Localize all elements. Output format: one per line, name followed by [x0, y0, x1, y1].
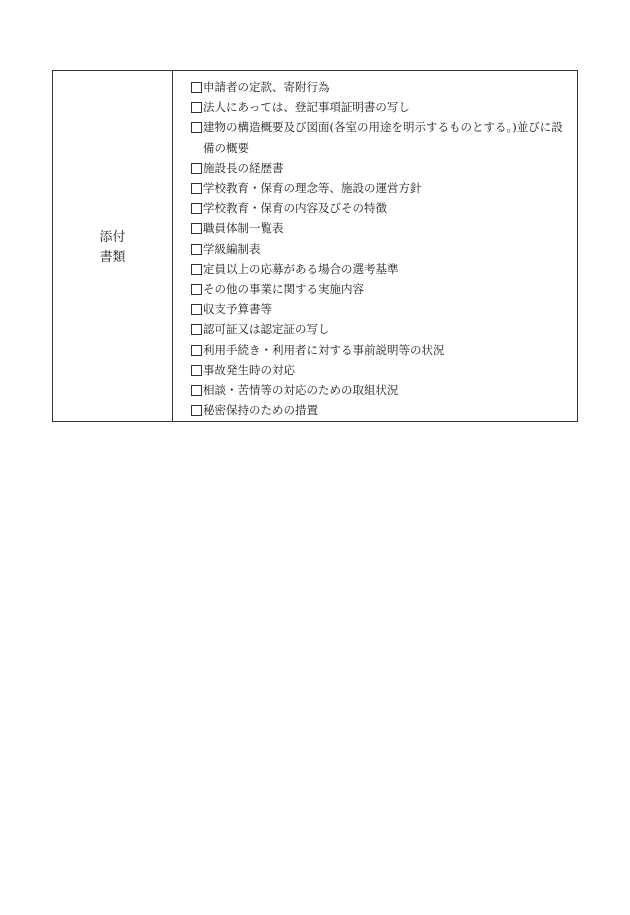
- checklist-item-label: 認可証又は認定証の写し: [203, 322, 330, 337]
- checklist-item-label: 事故発生時の対応: [203, 362, 295, 377]
- checkbox-icon[interactable]: [191, 264, 202, 275]
- checkbox-icon[interactable]: [191, 345, 202, 356]
- checklist-item-label: その他の事業に関する実施内容: [203, 282, 364, 297]
- attachments-table: [52, 70, 578, 422]
- checklist-item-label: 学校教育・保育の理念等、施設の運営方針: [203, 181, 422, 196]
- checklist-item: [191, 259, 569, 279]
- section-label-line2: 書類: [99, 250, 126, 265]
- checklist-item: [191, 279, 569, 299]
- checklist-item-label: 学校教育・保育の内容及びその特徴: [203, 201, 387, 216]
- checklist-item: [191, 360, 569, 380]
- checklist-item-label: 収支予算書等: [203, 302, 272, 317]
- checklist-item: [191, 178, 569, 198]
- checklist-item: [191, 158, 569, 178]
- checkbox-icon[interactable]: [191, 163, 202, 174]
- checkbox-icon[interactable]: [191, 244, 202, 255]
- checklist-item-label: 職員体制一覧表: [203, 221, 284, 236]
- checklist-item-label: 秘密保持のための措置: [203, 403, 318, 418]
- checklist-item: [191, 299, 569, 319]
- checkbox-icon[interactable]: [191, 82, 202, 93]
- checklist-item-label: 相談・苦情等の対応のための取組状況: [203, 383, 399, 398]
- checkbox-icon[interactable]: [191, 324, 202, 335]
- checklist: [173, 71, 577, 421]
- checkbox-icon[interactable]: [191, 102, 202, 113]
- checklist-item: [191, 198, 569, 218]
- checklist-item-label: 利用手続き・利用者に対する事前説明等の状況: [203, 342, 445, 357]
- checkbox-icon[interactable]: [191, 223, 202, 234]
- checkbox-icon[interactable]: [191, 304, 202, 315]
- checkbox-icon[interactable]: [191, 365, 202, 376]
- checkbox-icon[interactable]: [191, 284, 202, 295]
- checklist-item: [191, 380, 569, 400]
- checkbox-icon[interactable]: [191, 203, 202, 214]
- checklist-item: [191, 319, 569, 339]
- checklist-item-label: 法人にあっては、登記事項証明書の写し: [203, 100, 410, 115]
- checklist-item-label: 施設長の経歴書: [203, 160, 284, 175]
- checklist-item-label: 建物の構造概要及び図面(各室の用途を明示するものとする。)並びに設備の概要: [203, 120, 563, 155]
- checklist-item: [191, 97, 569, 117]
- checklist-item: [191, 400, 569, 420]
- checklist-item-label: 申請者の定款、寄附行為: [203, 80, 330, 94]
- section-label-cell: [53, 71, 173, 421]
- checklist-item-label: 学級編制表: [203, 241, 261, 256]
- checklist-item: [191, 77, 569, 97]
- checklist-item: [191, 218, 569, 238]
- checklist-item: [191, 340, 569, 360]
- section-label-line1: 添付: [99, 230, 126, 245]
- checkbox-icon[interactable]: [191, 385, 202, 396]
- checklist-item-label: 定員以上の応募がある場合の選考基準: [203, 261, 399, 276]
- checklist-item: [191, 239, 569, 259]
- checklist-item: [191, 117, 569, 157]
- checkbox-icon[interactable]: [191, 122, 202, 133]
- checkbox-icon[interactable]: [191, 183, 202, 194]
- checkbox-icon[interactable]: [191, 405, 202, 416]
